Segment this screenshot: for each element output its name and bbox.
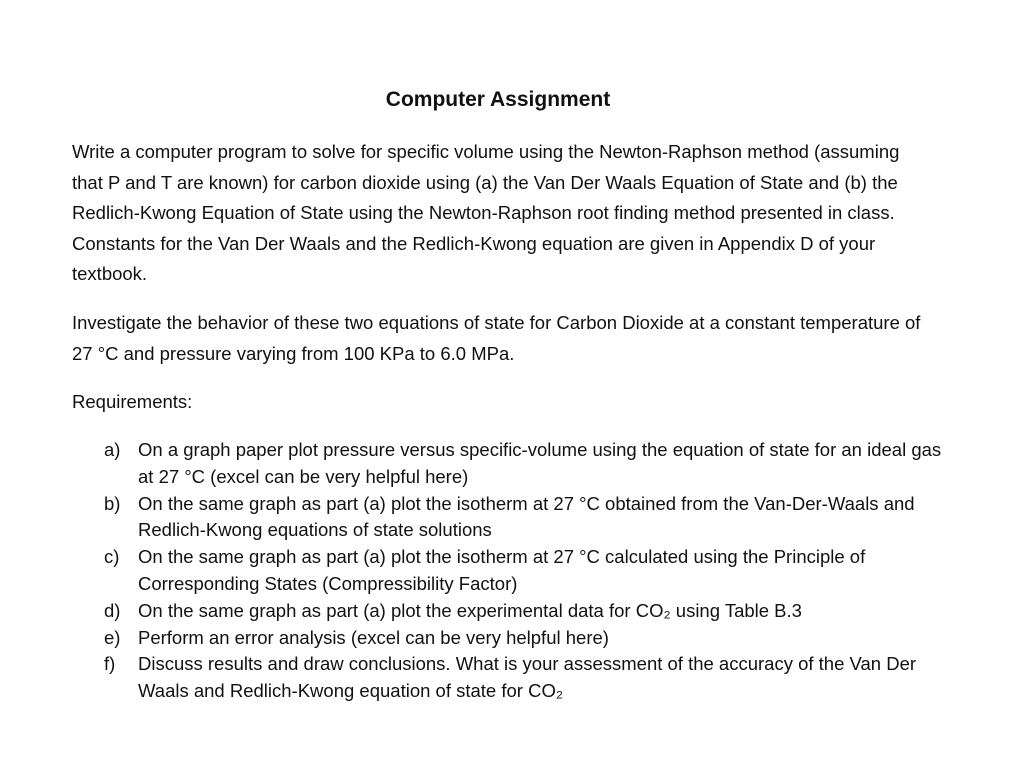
- list-item: [72, 625, 942, 652]
- list-item-text: On the same graph as part (a) plot the isotherm at 27 °C obtained from the Van-Der-Waals and Redlich-Kwong equations of state solutions: [138, 492, 915, 541]
- list-item: [72, 598, 942, 625]
- list-item: [72, 544, 942, 598]
- list-marker: e): [104, 626, 121, 648]
- list-item-text: Discuss results and draw conclusions. What is your assessment of the accuracy of the Van Der Waals and Redlich-Kwong equation of state for CO₂: [138, 653, 917, 702]
- list-marker: f): [104, 653, 116, 675]
- intro-paragraph: Write a computer program to solve for specific volume using the Newton-Raphson method (assuming that P and T are known) for carbon dioxide using (a) the Van Der Waals Equation of State and (b) the Redlich-Kwong Equation of State using the Newton-Raphson root finding method presented in class. Constants for the Van Der Waals and the Redlich-Kwong equation are given in Appendix D of your textbook.: [72, 141, 900, 284]
- investigation-paragraph: Investigate the behavior of these two equations of state for Carbon Dioxide at a constant temperature of 27 °C and pressure varying from 100 KPa to 6.0 MPa.: [72, 312, 921, 364]
- list-item-text: Perform an error analysis (excel can be very helpful here): [138, 626, 609, 648]
- list-marker: d): [104, 599, 121, 621]
- requirements-list: [72, 437, 942, 705]
- list-marker: c): [104, 546, 120, 568]
- requirements-heading: Requirements:: [72, 391, 193, 412]
- list-item: [72, 491, 942, 545]
- list-marker: b): [104, 492, 121, 514]
- list-marker: a): [104, 439, 121, 460]
- list-item-text: On a graph paper plot pressure versus specific-volume using the equation of state for an ideal gas at 27 °C (excel can be very helpful here): [138, 439, 942, 487]
- list-item: [72, 651, 942, 705]
- list-item: [72, 437, 942, 491]
- page-title: Computer Assignment: [385, 88, 611, 111]
- list-item-text: On the same graph as part (a) plot the experimental data for CO₂ using Table B.3: [138, 599, 802, 621]
- list-item-text: On the same graph as part (a) plot the isotherm at 27 °C calculated using the Principle of Corresponding States (Compressibility Factor): [138, 546, 866, 594]
